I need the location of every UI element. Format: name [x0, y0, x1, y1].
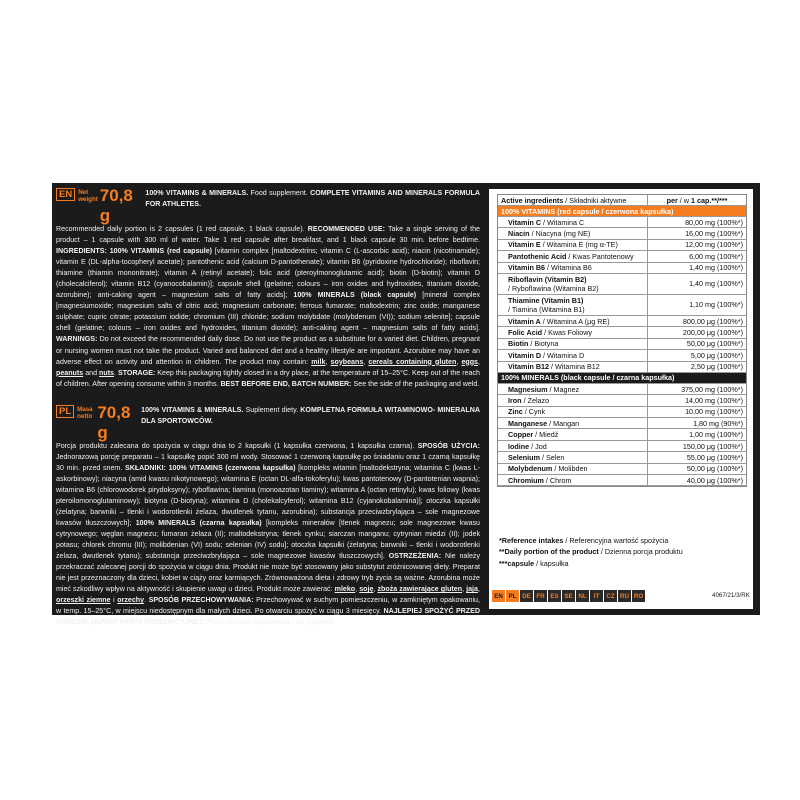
language-code-en: EN	[492, 590, 505, 602]
table-row	[498, 452, 746, 463]
ingredient-name-pl: / Witamina B6	[545, 263, 592, 273]
masa-netto-value: 70,8 g	[97, 402, 131, 442]
en-formula-title: COMPLETE VITAMINS AND MINERALS FORMULA FOR ATHLETES.	[145, 189, 480, 209]
ingredient-amount: 16,00 mg (100%*)	[648, 228, 747, 239]
ingredient-name	[498, 327, 648, 338]
ingredient-amount: 1,10 mg (100%*)	[648, 294, 747, 315]
en-allergen-milk: milk	[311, 357, 326, 366]
ingredient-name	[498, 406, 648, 417]
ingredient-name-pl: / Kwas Pantotenowy	[566, 251, 634, 261]
table-row	[498, 429, 746, 440]
ingredient-name	[498, 350, 648, 361]
table-row	[498, 406, 746, 417]
vitamins-section-title: 100% VITAMINS (red capsule / czerwona kapsułka)	[498, 206, 746, 217]
en-allergen-soybeans: soybeans	[330, 357, 364, 366]
ingredient-amount: 6,00 mg (100%*)	[648, 251, 747, 262]
language-code-nl: NL	[576, 590, 589, 602]
ingredient-name-en: Vitamin B6	[508, 263, 546, 273]
ingredient-name-pl: / Witamina B12	[549, 362, 600, 372]
masa-netto-label: Masa netto	[77, 405, 93, 420]
ingredient-name	[498, 294, 648, 315]
en-portion-text: Recommended daily portion is 2 capsules (1 red capsule, 1 black capsule).	[56, 225, 308, 233]
polish-block	[56, 403, 480, 629]
ingredient-name	[498, 217, 648, 228]
vitamins-section-row	[498, 206, 746, 217]
ingredient-name-pl: / Molibden	[552, 464, 588, 474]
en-minerals-text: [mineral complex [magnesiumoxide; magnesium salts of citric acid; magnesium carbonate; ferrous fumarate; maltodextrin; zinc oxide; manganese sulphate; cupric citrate; potassium iodide; chromium (III) chloride; sodium molybdate (molybdenum (VI)); sodium selenite]; capsule shell (gelatine; colours – iron oxides and hydroxides, titanium dioxide); anti-caking agent – magnesium salts of fatty acids].	[56, 291, 480, 333]
header-per-marks: **/***	[711, 195, 728, 205]
minerals-section-title: 100% MINERALS (black capsule / czarna kapsułka)	[498, 372, 746, 383]
en-allergen-nuts: nuts	[99, 368, 115, 377]
table-row	[498, 262, 746, 273]
table-row	[498, 239, 746, 250]
ingredient-name-pl: / Witamina E (mg α-TE)	[540, 240, 618, 250]
minerals-section-row	[498, 372, 746, 383]
pl-portion-text: Porcja produktu zalecana do spożycia w ciągu dnia to 2 kapsułki (1 kapsułka czerwona, 1 kapsułka czarna).	[56, 441, 418, 450]
ingredient-amount: 1,40 mg (100%*)	[648, 273, 747, 294]
pl-allergen-milk: mleko	[334, 585, 356, 594]
language-code-fr: FR	[534, 590, 547, 602]
ingredient-name-pl: / Ryboflawina (Witamina B2)	[508, 283, 599, 293]
en-use-text: Take a single serving of the product – 1 capsule with 300 ml of water. Take 1 red capsule after breakfast, and 1 black capsule 30 min. before bedtime.	[56, 225, 480, 245]
ingredient-name-pl: / Niacyna (mg NE)	[529, 229, 591, 239]
pl-storage-heading: SPOSÓB PRZECHOWYWANIA:	[148, 596, 254, 605]
ingredient-name-en: Iron	[508, 395, 522, 405]
pl-warnings-heading: OSTRZEŻENIA:	[388, 552, 442, 561]
footnote-reference	[499, 535, 683, 546]
ingredient-name-en: Zinc	[508, 407, 523, 417]
ingredient-amount: 5,00 μg (100%*)	[648, 350, 747, 361]
table-row	[498, 383, 746, 394]
pl-allergen-nuts: orzechy	[117, 596, 145, 605]
ingredient-name-en: Chromium	[508, 475, 544, 485]
header-ingredients	[498, 195, 648, 206]
ingredient-amount: 50,00 μg (100%*)	[648, 463, 747, 474]
ingredient-amount: 1,00 mg (100%*)	[648, 429, 747, 440]
nutrition-table	[498, 195, 746, 486]
ingredient-amount: 375,00 mg (100%*)	[648, 383, 747, 394]
table-header-row	[498, 195, 746, 206]
ingredient-amount: 1,40 mg (100%*)	[648, 262, 747, 273]
polish-intro	[141, 405, 480, 427]
ingredient-amount: 12,00 mg (100%*)	[648, 239, 747, 250]
ingredient-name-pl: / Jod	[529, 441, 547, 451]
ingredient-name-pl: / Żelazo	[521, 395, 550, 405]
ingredient-amount: 2,50 μg (100%*)	[648, 361, 747, 372]
english-text: Recommended daily portion is 2 capsules (1 red capsule, 1 black capsule). RECOMMENDED USE: Take a single serving of the product – 1 capsule with 300 ml of water. Take 1 red capsule after breakfast, and 1 black capsule 30 min. before bedtime. INGREDIENTS: 100% VITAMINS (red capsule) [vitamin complex [maltodextrins; vitamin C (L-ascorbic acid); niacin (nicotinamide); vitamin E (DL-alpha-tocopheryl acetate); pantothenic acid (calcium D-pantothenate); vitamin B6 (pyridoxine hydrochloride); riboflavin; thiamine (thiamin mononitrate); vitamin A (retinyl acetate); folic acid (pteroylmonoglutamic acid); biotin (D-biotin); vitamin D (cholecalciferol); vitamin B12 (cyanocobalamin)]; capsule shell (gelatine; colours – iron oxides and hydroxides, titanium dioxide, azorubine); anti-caking agent – magnesium salts of fatty acids]; 100% MINERALS (black capsule) [mineral complex [magnesiumoxide; magnesium salts of citric acid; magnesium carbonate; ferrous fumarate; maltodextrin; zinc oxide; manganese sulphate; cupric citrate; potassium iodide; chromium (III) chloride; sodium molybdate (molybdenum (VI)); sodium selenite]; capsule shell (gelatine; colours – iron oxides and hydroxides, titanium dioxide); anti-caking agent – magnesium salts of fatty acids]. WARNINGS: Do not exceed the recommended daily dose. Do not use the product as a substitute for a varied diet. Children, pregnant or nursing women must not take the product. Varied and balanced diet and a healthy lifestyle are important. Azorubine may have an adverse effect on activity and attention in children. The product may contain: milk, soybeans, cereals containing gluten, eggs, peanuts and nuts. STORAGE: Keep this packaging tightly closed in a dry place, at the temperature of 15–25°C. Keep out of the reach of children. After opening consume within 3 months. BEST BEFORE END, BATCH NUMBER: See the side of the packaging and weld.	[56, 225, 480, 388]
en-best-before-heading: BEST BEFORE END, BATCH NUMBER:	[220, 379, 352, 388]
ingredient-name	[498, 383, 648, 394]
table-row	[498, 338, 746, 349]
footnote-portion-en: **Daily portion of the product	[499, 547, 599, 557]
table-row	[498, 350, 746, 361]
ingredient-name-pl: / Tiamina (Witamina B1)	[508, 304, 585, 314]
ingredient-amount: 800,00 μg (100%*)	[648, 315, 747, 326]
ingredient-name-en: Pantothenic Acid	[508, 251, 567, 261]
table-row	[498, 294, 746, 315]
pl-allergen-eggs: jaja	[466, 585, 478, 594]
ingredient-name	[498, 228, 648, 239]
ingredient-name	[498, 429, 648, 440]
header-per-cap: 1 cap.	[691, 195, 712, 205]
table-row	[498, 217, 746, 228]
ingredient-name	[498, 262, 648, 273]
ingredient-name-pl: / Biotyna	[528, 339, 559, 349]
ingredient-name-en: Riboflavin (Vitamin B2)	[508, 274, 587, 284]
ingredient-name	[498, 338, 648, 349]
pl-allergen-soy: soję	[359, 585, 374, 594]
language-codes	[492, 590, 646, 602]
language-code-it: IT	[590, 590, 603, 602]
language-code-cz: CZ	[604, 590, 617, 602]
ingredient-name-pl: / Kwas Foliowy	[542, 328, 593, 338]
ingredient-name-en: Vitamin C	[508, 217, 542, 227]
en-and: and	[83, 368, 100, 377]
table-row	[498, 251, 746, 262]
table-row	[498, 327, 746, 338]
pl-best-before-heading: NAJLEPIEJ SPOŻYĆ PRZED KOŃCEM, NUMER PARTII PRODUKCYJNEJ:	[56, 607, 480, 627]
ingredient-name-en: Thiamine (Vitamin B1)	[508, 295, 584, 305]
pl-storage-text: Przechowywać w suchym pomieszczeniu, w zamkniętym opakowaniu, w temp. 15–25°C, w miejscu niedostępnym dla małych dzieci. Po otwarciu spożyć w ciągu 3 miesięcy.	[56, 596, 480, 616]
ingredient-amount: 1,80 mg (90%*)	[648, 418, 747, 429]
en-allergen-gluten: cereals containing gluten	[368, 357, 457, 366]
en-ingredients-heading: INGREDIENTS: 100% VITAMINS (red capsule)	[56, 247, 213, 256]
footnotes	[499, 535, 683, 569]
footnote-reference-en: *Reference intakes	[499, 536, 564, 545]
en-allergen-eggs: eggs	[461, 357, 478, 366]
ingredient-name	[498, 452, 648, 463]
ingredient-name	[498, 395, 648, 406]
ingredient-amount: 14,00 mg (100%*)	[648, 395, 747, 406]
ingredient-name-pl: / Miedź	[533, 430, 559, 440]
en-storage-heading: STORAGE:	[117, 368, 156, 377]
ingredient-amount: 55,00 μg (100%*)	[648, 452, 747, 463]
ingredient-name	[498, 251, 648, 262]
ingredient-name-en: Vitamin D	[508, 350, 542, 360]
language-code-pl: PL	[506, 590, 519, 602]
en-allergen-peanuts: peanuts	[56, 368, 84, 377]
ingredient-name	[498, 475, 648, 486]
ingredient-name-en: Niacin	[508, 229, 530, 239]
ingredient-name-en: Vitamin A	[508, 316, 541, 326]
header-ingredients-en: Active ingredients	[501, 195, 564, 205]
table-row	[498, 228, 746, 239]
polish-header	[56, 403, 480, 443]
ingredient-name-pl: / Selen	[539, 452, 565, 462]
ingredient-name	[498, 273, 648, 294]
polish-text: Porcja produktu zalecana do spożycia w ciągu dnia to 2 kapsułki (1 kapsułka czerwona, 1 kapsułka czarna). SPOSÓB UŻYCIA: Jednorazową porcję preparatu – 1 kapsułkę popić 300 ml wody. Stosować 1 czerwoną kapsułkę po śniadaniu oraz 1 czarną kapsułkę 30 min. przed snem. SKŁADNIKI: 100% VITAMINS (czerwona kapsułka) [kompleks witamin [maltodekstryna; witamina C (kwas L-askorbinowy); niacyna (amid kwasu nikotynowego); witamina E (octan DL-alfa-tokoferylu); kwas pantotenowy (D-pantotenian wapnia); witamina B6 (chlorowodorek pirydoksyny); ryboflawina; tiamina (monoazotan tiaminy); witamina A (octan retinylu); kwas foliowy (kwas pteroilomonoglutaminowy); biotyna (D-biotyna); witamina D (cholekalcyferol); witamina B12 (cyjanokobalamina)]; otoczka kapsułki (żelatyna; barwniki – tlenki i wodorotlenki żelaza, dwutlenek tytanu, azorubina); substancja przeciwzbrylająca – sole magnezowe kwasów tłuszczowych]; 100% MINERALS (czarna kapsułka) [kompleks minerałów [tlenek magnezu; sole magnezowe kwasu cytrynowego; węglan magnezu; fumaran żelaza (II); maltodekstryna; tlenek cynku; siarczan manganu; cytrynian miedzi (II); jodek potasu; chlorek chromu (III); molibdenian (VI) sodu; selenian (IV) sodu]; otoczka kapsułki (żelatyna; barwniki – tlenki i wodorotlenki żelaza, dwutlenek tytanu); substancja przeciwzbrylająca – sole magnezowe kwasów tłuszczowych]. OSTRZEŻENIA: Nie należy przekraczać zalecanej porcji do spożycia w ciągu dnia. Produkt nie może być stosowany jako substytut zróżnicowanej diety. Preparat nie jest przeznaczony dla dzieci, kobiet w ciąży oraz karmiących. Zrównoważona dieta i zdrowy tryb życia są ważne. Azorubina może mieć szkodliwy wpływ na aktywność i skupienie uwagi u dzieci. Produkt może zawierać: mleko, soję, zboża zawierające gluten, jaja, orzeszki ziemne i orzechy. SPOSÓB PRZECHOWYWANIA: Przechowywać w suchym pomieszczeniu, w zamkniętym opakowaniu, w temp. 15–25°C, w miejscu niedostępnym dla małych dzieci. Po otwarciu spożyć w ciągu 3 miesięcy. NAJLEPIEJ SPOŻYĆ PRZED KOŃCEM, NUMER PARTII PRODUKCYJNEJ: Patrz na boku opakowania i na zgrzewie.	[56, 441, 481, 627]
pl-use-heading: SPOSÓB UŻYCIA:	[417, 441, 481, 450]
pl-product-name: 100% VITAMINS & MINERALS.	[141, 405, 244, 414]
ingredient-name	[498, 239, 648, 250]
ingredient-name-pl: / Witamina D	[541, 350, 585, 360]
ingredient-name	[498, 440, 648, 451]
en-storage-text: Keep this packaging tightly closed in a dry place, at the temperature of 15–25°C. Keep out of the reach of children. After opening consume within 3 months.	[56, 368, 480, 388]
ingredient-name-en: Vitamin B12	[508, 362, 550, 372]
ingredient-name	[498, 463, 648, 474]
en-warnings-heading: WARNINGS:	[56, 335, 98, 344]
pl-formula-title: KOMPLETNA FORMUŁA WITAMINOWO- MINERALNA DLA SPORTOWCÓW.	[141, 405, 480, 425]
en-supplement-text: Food supplement.	[248, 189, 311, 197]
language-code-ro: RO	[632, 590, 645, 602]
ingredient-name-en: Copper	[508, 430, 534, 440]
en-warnings-text: Do not exceed the recommended daily dose. Do not use the product as a substitute for a varied diet. Children, pregnant or nursing women must not take the product. Varied and balanced diet and a healthy lifestyle are important. Azorubine may have an adverse effect on activity and attention in children. The product may contain:	[56, 335, 480, 366]
pl-best-before-text: Patrz na boku opakowania i na zgrzewie.	[204, 618, 336, 627]
footnote-portion-pl: / Dzienna porcja produktu	[598, 547, 683, 557]
ingredient-amount: 200,00 μg (100%*)	[648, 327, 747, 338]
table-row	[498, 463, 746, 474]
footnote-portion	[499, 546, 683, 557]
ingredient-name	[498, 315, 648, 326]
ingredient-name-en: Manganese	[508, 418, 548, 428]
pl-allergen-peanuts: orzeszki ziemne	[56, 596, 111, 605]
pl-use-text: Jednorazową porcję preparatu – 1 kapsułkę popić 300 ml wody. Stosować 1 czerwoną kapsułkę po śniadaniu oraz 1 czarną kapsułkę 30 min. przed snem.	[56, 452, 480, 472]
english-header	[56, 186, 480, 226]
table-row	[498, 361, 746, 372]
ingredient-name-en: Magnesium	[508, 384, 548, 394]
en-product-name: 100% VITAMINS & MINERALS.	[145, 189, 249, 197]
pl-dot: .	[144, 596, 149, 605]
header-ingredients-pl: / Składniki aktywne	[563, 195, 627, 205]
ingredient-name-pl: / Mangan	[547, 418, 580, 428]
english-intro	[145, 188, 480, 210]
ingredient-name-en: Vitamin E	[508, 240, 541, 250]
net-weight-label: Net weight	[78, 189, 98, 203]
footnote-capsule	[499, 558, 683, 569]
pl-minerals-text: [kompleks minerałów [tlenek magnezu; sole magnezowe kwasu cytrynowego; węglan magnezu; fumaran żelaza (II); maltodekstryna; tlenek cynku; siarczan manganu; cytrynian miedzi (II); jodek potasu; chlorek chromu (III); molibdenian (VI) sodu; selenian (IV) sodu]; otoczka kapsułki (żelatyna; barwniki – tlenki i wodorotlenki żelaza, dwutlenek tytanu); substancja przeciwzbrylająca – sole magnezowe kwasów tłuszczowych].	[56, 519, 480, 561]
ingredient-name-en: Folic Acid	[508, 328, 543, 338]
en-badge: EN	[56, 188, 75, 201]
ingredient-amount: 150,00 μg (100%*)	[648, 440, 747, 451]
table-row	[498, 395, 746, 406]
header-per	[648, 195, 747, 206]
header-per-en: per	[666, 195, 678, 205]
ingredient-name-en: Biotin	[508, 339, 529, 349]
pl-ingredients-heading: SKŁADNIKI: 100% VITAMINS (czerwona kapsułka)	[124, 463, 296, 472]
language-code-es: ES	[548, 590, 561, 602]
pl-minerals-heading: 100% MINERALS (czarna kapsułka)	[135, 519, 262, 528]
pl-supplement-text: Suplement diety.	[243, 405, 301, 414]
ingredient-name-en: Selenium	[508, 452, 540, 462]
footnote-capsule-en: ***capsule	[499, 558, 535, 568]
net-weight-value: 70,8 g	[99, 186, 133, 225]
product-code: 4067/21/3/RK	[712, 592, 750, 599]
ingredient-name-pl: / Chrom	[543, 475, 572, 485]
ingredient-name-pl: / Cynk	[522, 407, 546, 417]
ingredient-name-pl: / Witamina C	[541, 217, 585, 227]
pl-badge: PL	[56, 405, 74, 418]
en-dot: .	[114, 368, 118, 377]
ingredient-name-en: Molybdenum	[508, 464, 553, 474]
footnote-reference-pl: / Referencyjna wartość spożycia	[563, 536, 669, 545]
language-code-de: DE	[520, 590, 533, 602]
footnote-capsule-pl: / kapsułka	[534, 558, 569, 568]
english-block	[56, 186, 480, 390]
ingredient-name	[498, 418, 648, 429]
ingredient-name	[498, 361, 648, 372]
nutrition-table-panel	[497, 194, 747, 487]
en-use-heading: RECOMMENDED USE:	[307, 225, 385, 233]
language-code-se: SE	[562, 590, 575, 602]
en-minerals-heading: 100% MINERALS (black capsule)	[293, 291, 417, 300]
description-column	[56, 186, 481, 627]
ingredient-name-pl: / Witamina A (μg RE)	[540, 316, 610, 326]
pl-allergen-gluten: zboża zawierające gluten	[377, 585, 463, 594]
table-row	[498, 440, 746, 451]
ingredient-name-pl: / Magnez	[547, 384, 580, 394]
pl-and: i	[110, 596, 118, 605]
table-row	[498, 475, 746, 486]
en-best-before-text: See the side of the packaging and weld.	[351, 379, 480, 388]
pl-vitamins-text: [kompleks witamin [maltodekstryna; witamina C (kwas L-askorbinowy); niacyna (amid kwasu nikotynowego); witamina E (octan DL-alfa-tokoferylu); kwas pantotenowy (D-pantotenian wapnia); witamina B6 (chlorowodorek pirydoksyny); ryboflawina; tiamina (monoazotan tiaminy); witamina A (octan retinylu); kwas foliowy (kwas pteroilomonoglutaminowy); biotyna (D-biotyna); witamina D (cholekalcyferol); witamina B12 (cyjanokobalamina)]; otoczka kapsułki (żelatyna; barwniki – tlenki i wodorotlenki żelaza, dwutlenek tytanu, azorubina); substancja przeciwzbrylająca – sole magnezowe kwasów tłuszczowych];	[56, 463, 481, 528]
pl-warnings-text: Nie należy przekraczać zalecanej porcji do spożycia w ciągu dnia. Produkt nie może być stosowany jako substytut zróżnicowanej diety. Preparat nie jest przeznaczony dla dzieci, kobiet w ciąży oraz karmiących. Zrównoważona dieta i zdrowy tryb życia są ważne. Azorubina może mieć szkodliwy wpływ na aktywność i skupienie uwagi u dzieci. Produkt może zawierać:	[56, 552, 480, 594]
language-code-ru: RU	[618, 590, 631, 602]
en-vitamins-text: [vitamin complex [maltodextrins; vitamin C (L-ascorbic acid); niacin (nicotinamide); vitamin E (DL-alpha-tocopheryl acetate); pantothenic acid (calcium D-pantothenate); vitamin B6 (pyridoxine hydrochloride); riboflavin; thiamine (thiamin mononitrate); vitamin A (retinyl acetate); folic acid (pteroylmonoglutamic acid); biotin (D-biotin); vitamin D (cholecalciferol); vitamin B12 (cyanocobalamin)]; capsule shell (gelatine; colours – iron oxides and hydroxides, titanium dioxide, azorubine); anti-caking agent – magnesium salts of fatty acids];	[56, 247, 480, 300]
table-row	[498, 418, 746, 429]
table-row	[498, 273, 746, 294]
ingredient-amount: 50,00 μg (100%*)	[648, 338, 747, 349]
table-row	[498, 315, 746, 326]
header-per-pl: / w	[677, 195, 691, 205]
ingredient-amount: 80,00 mg (100%*)	[648, 217, 747, 228]
ingredient-amount: 10,00 mg (100%*)	[648, 406, 747, 417]
ingredient-name-en: Iodine	[508, 441, 530, 451]
ingredient-amount: 40,00 μg (100%*)	[648, 475, 747, 486]
